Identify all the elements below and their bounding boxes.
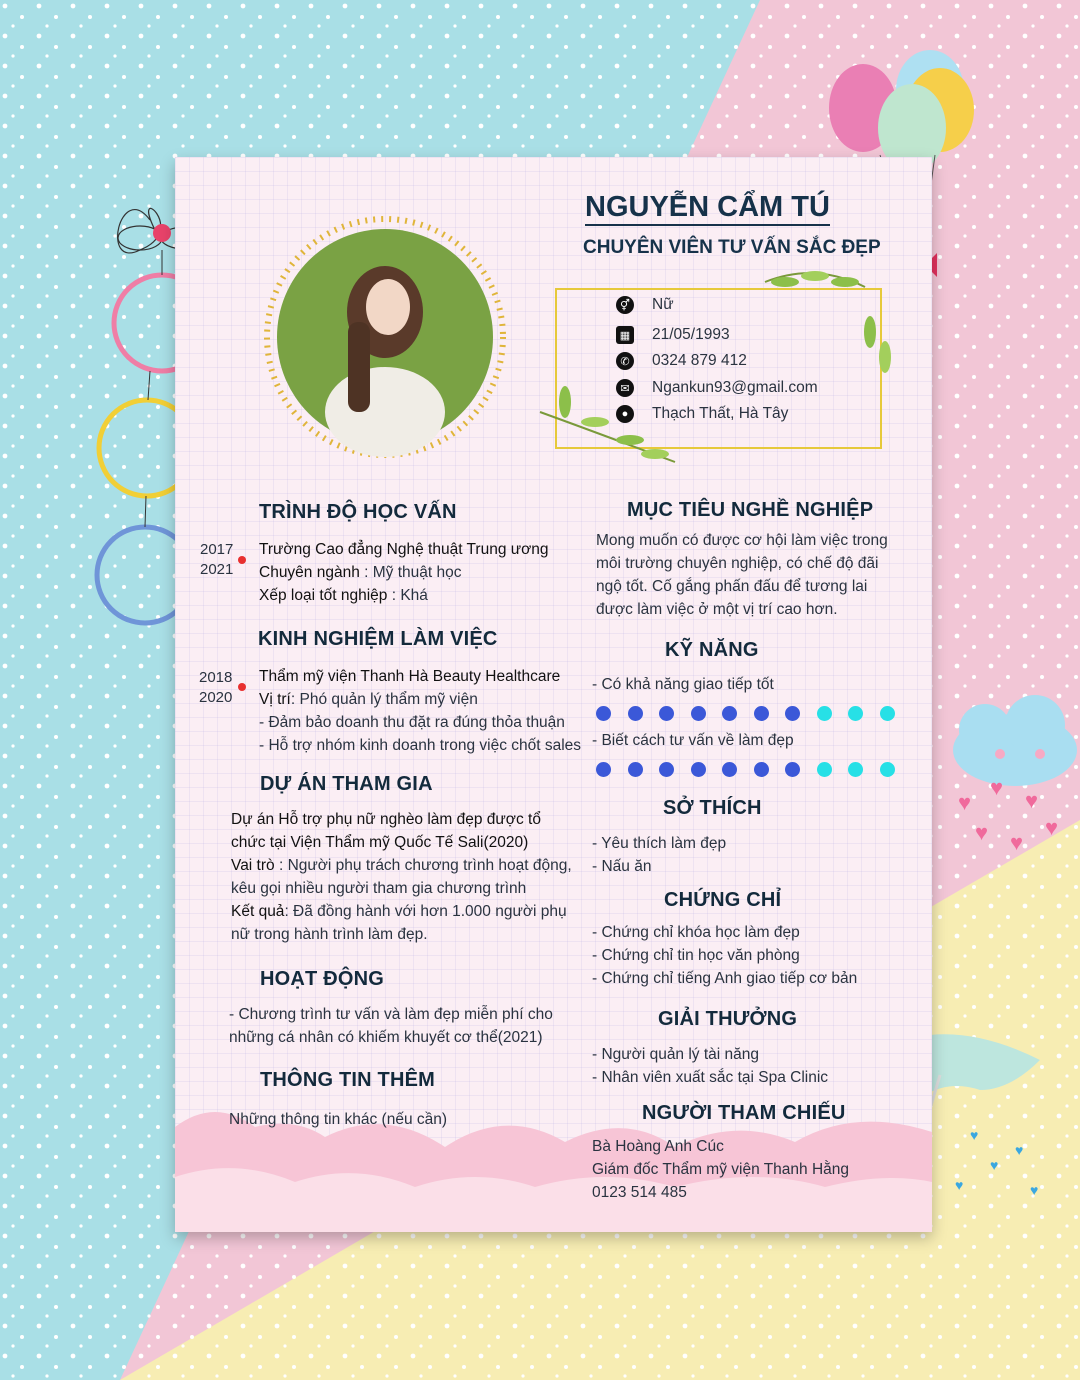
experience-duty: - Đảm bảo doanh thu đặt ra đúng thỏa thuận — [259, 714, 565, 731]
references-heading: NGƯỜI THAM CHIẾU — [642, 1102, 846, 1124]
education-years: 2017 2021 — [200, 541, 234, 578]
education-heading: TRÌNH ĐỘ HỌC VẤN — [259, 501, 457, 523]
svg-text:♥: ♥ — [970, 1127, 979, 1143]
skill-dot-filled — [754, 706, 769, 721]
skill-dot-filled — [785, 706, 800, 721]
skill-dot-filled — [785, 762, 800, 777]
contact-address: ● Thạch Thất, Hà Tây — [616, 402, 788, 426]
additional-heading: THÔNG TIN THÊM — [260, 1069, 436, 1091]
svg-text:♥: ♥ — [990, 775, 1004, 800]
objective-line: được làm việc ở một vị trí cao hơn. — [596, 601, 838, 618]
project-role: Vai trò : Người phụ trách chương trình hoạt động, — [231, 857, 572, 874]
education-school: Trường Cao đẳng Nghệ thuật Trung ương — [259, 541, 549, 558]
certificate-item: - Chứng chỉ tin học văn phòng — [592, 947, 800, 964]
certificate-item: - Chứng chỉ khóa học làm đẹp — [592, 924, 800, 941]
svg-text:♥: ♥ — [1025, 788, 1039, 813]
experience-years: 2018 2020 — [199, 669, 233, 706]
cloud-decoration — [940, 690, 1080, 870]
svg-text:♥: ♥ — [955, 1177, 964, 1193]
skill-dot-filled — [691, 762, 706, 777]
projects-heading: DỰ ÁN THAM GIA — [260, 773, 433, 795]
resume-paper — [175, 157, 932, 1232]
timeline-dot — [238, 683, 246, 691]
project-role-line: kêu gọi nhiều người tham gia chương trình — [231, 880, 527, 897]
calendar-icon: ▦ — [616, 326, 634, 344]
experience-heading: KINH NGHIỆM LÀM VIỆC — [258, 628, 498, 650]
skill-dot-filled — [659, 762, 674, 777]
reference-phone: 0123 514 485 — [592, 1184, 687, 1201]
email-icon: ✉ — [616, 379, 634, 397]
skill-dot-filled — [722, 706, 737, 721]
certificates-heading: CHỨNG CHỈ — [664, 889, 782, 911]
skill-dot-filled — [754, 762, 769, 777]
skill-label: - Biết cách tư vấn về làm đẹp — [592, 732, 794, 749]
project-line: Dự án Hỗ trợ phụ nữ nghèo làm đẹp được tổ — [231, 811, 541, 828]
svg-text:♥: ♥ — [1030, 1182, 1039, 1198]
objective-line: môi trường chuyên nghiệp, có chế độ đãi — [596, 555, 879, 572]
skill-rating — [596, 706, 911, 726]
contact-phone: ✆ 0324 879 412 — [616, 349, 747, 373]
svg-text:♥: ♥ — [1010, 830, 1024, 855]
contact-birthday: ▦ 21/05/1993 — [616, 323, 730, 347]
objective-line: ngộ tốt. Cố gắng phấn đấu để tương lai — [596, 578, 868, 595]
skill-dot-empty — [848, 706, 863, 721]
reference-name: Bà Hoàng Anh Cúc — [592, 1138, 724, 1155]
skill-dot-empty — [817, 762, 832, 777]
project-result: Kết quả: Đã đồng hành với hơn 1.000 người phụ — [231, 903, 567, 920]
award-item: - Nhân viên xuất sắc tại Spa Clinic — [592, 1069, 829, 1086]
profile-photo — [260, 212, 510, 472]
awards-heading: GIẢI THƯỞNG — [658, 1008, 798, 1030]
activity-line: - Chương trình tư vấn và làm đẹp miễn phí cho — [229, 1006, 553, 1023]
svg-text:♥: ♥ — [1015, 1142, 1024, 1158]
objective-heading: MỤC TIÊU NGHỀ NGHIỆP — [627, 499, 874, 521]
timeline-dot — [238, 556, 246, 564]
svg-text:♥: ♥ — [975, 820, 989, 845]
skill-label: - Có khả năng giao tiếp tốt — [592, 676, 774, 693]
skill-dot-filled — [628, 762, 643, 777]
hobbies-heading: SỞ THÍCH — [663, 797, 762, 819]
certificate-item: - Chứng chỉ tiếng Anh giao tiếp cơ bản — [592, 970, 858, 987]
job-position: CHUYÊN VIÊN TƯ VẤN SẮC ĐẸP — [583, 237, 881, 258]
skill-dot-filled — [691, 706, 706, 721]
candidate-name: NGUYỄN CẨM TÚ — [585, 191, 830, 226]
skill-rating — [596, 762, 911, 782]
contact-gender: ⚥ Nữ — [616, 293, 674, 317]
activities-heading: HOẠT ĐỘNG — [260, 968, 385, 990]
project-line: chức tại Viện Thẩm mỹ Quốc Tế Sali(2020) — [231, 834, 529, 851]
skill-dot-filled — [596, 762, 611, 777]
activity-line: những cá nhân có khiếm khuyết cơ thể(2021) — [229, 1029, 543, 1046]
location-icon: ● — [616, 405, 634, 423]
skill-dot-empty — [880, 706, 895, 721]
skills-heading: KỸ NĂNG — [665, 639, 759, 661]
gender-icon: ⚥ — [616, 296, 634, 314]
education-major: Chuyên ngành : Mỹ thuật học — [259, 564, 462, 581]
skill-dot-filled — [659, 706, 674, 721]
phone-icon: ✆ — [616, 352, 634, 370]
contact-email[interactable]: ✉ Ngankun93@gmail.com — [616, 376, 818, 400]
experience-company: Thẩm mỹ viện Thanh Hà Beauty Healthcare — [259, 668, 561, 685]
additional-text: Những thông tin khác (nếu cần) — [229, 1111, 448, 1128]
hobby-item: - Nấu ăn — [592, 858, 652, 875]
reference-title: Giám đốc Thẩm mỹ viện Thanh Hằng — [592, 1161, 850, 1178]
education-grade: Xếp loại tốt nghiệp : Khá — [259, 587, 428, 604]
svg-text:♥: ♥ — [1045, 815, 1059, 840]
skill-dot-filled — [596, 706, 611, 721]
award-item: - Người quản lý tài năng — [592, 1046, 760, 1063]
svg-text:♥: ♥ — [958, 790, 972, 815]
hobby-item: - Yêu thích làm đẹp — [592, 835, 727, 852]
experience-duty: - Hỗ trợ nhóm kinh doanh trong việc chốt sales — [259, 737, 582, 754]
svg-text:♥: ♥ — [990, 1157, 999, 1173]
skill-dot-empty — [848, 762, 863, 777]
experience-role: Vị trí: Phó quản lý thẩm mỹ viện — [259, 691, 478, 708]
skill-dot-filled — [722, 762, 737, 777]
skill-dot-filled — [628, 706, 643, 721]
skill-dot-empty — [880, 762, 895, 777]
project-result-line: nữ trong hành trình làm đẹp. — [231, 926, 428, 943]
skill-dot-empty — [817, 706, 832, 721]
objective-line: Mong muốn có được cơ hội làm việc trong — [596, 532, 888, 549]
